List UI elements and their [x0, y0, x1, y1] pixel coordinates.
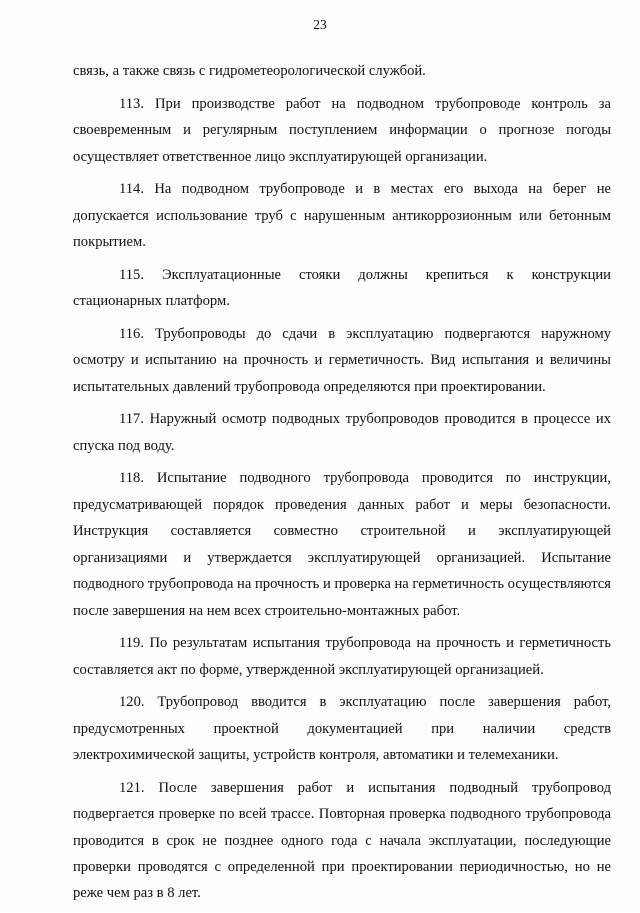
paragraph-118: 118. Испытание подводного трубопровода проводится по инструкции, предусматривающей порядок проведения данных работ и меры безопасности. Инструкция составляется совместно строительной и эксплуатирующей организациями и утверждается эксплуатирующей организацией. Испытание подводного трубопровода на прочность и проверка на герметичность осуществляются после завершения на нем всех строительно-монтажных работ. — [73, 470, 611, 619]
page-number: 23 — [313, 17, 327, 32]
paragraph-116: 116. Трубопроводы до сдачи в эксплуатацию подвергаются наружному осмотру и испытанию на прочность и герметичность. Вид испытания и величины испытательных давлений трубопровода определяются при проектировании. — [73, 325, 611, 395]
continued-paragraph: связь, а также связь с гидрометеорологической службой. — [73, 63, 426, 79]
paragraph-114: 114. На подводном трубопроводе и в местах его выхода на берег не допускается использование труб с нарушенным антикоррозионным или бетонным покрытием. — [73, 181, 611, 251]
paragraph-119: 119. По результатам испытания трубопровода на прочность и герметичность составляется акт по форме, утвержденной эксплуатирующей организацией. — [73, 635, 611, 678]
paragraph-121: 121. После завершения работ и испытания подводный трубопровод подвергается проверке по всей трассе. Повторная проверка подводного трубопровода проводится в срок не позднее одного года с начала эксплуатации, последующие проверки проводятся с определенной при проектировании периодичностью, но не реже чем раз в 8 лет. — [73, 779, 611, 902]
paragraph-113: 113. При производстве работ на подводном трубопроводе контроль за своевременным и регулярным поступлением информации о прогнозе погоды осуществляет ответственное лицо эксплуатирующей организации. — [73, 95, 611, 165]
paragraph-120: 120. Трубопровод вводится в эксплуатацию после завершения работ, предусмотренных проектной документацией при наличии средств электрохимической защиты, устройств контроля, автоматики и телемеханики. — [73, 694, 611, 764]
document-body — [73, 58, 611, 913]
paragraph-115: 115. Эксплуатационные стояки должны крепиться к конструкции стационарных платформ. — [73, 266, 611, 310]
paragraph-117: 117. Наружный осмотр подводных трубопроводов проводится в процессе их спуска под воду. — [73, 411, 611, 454]
